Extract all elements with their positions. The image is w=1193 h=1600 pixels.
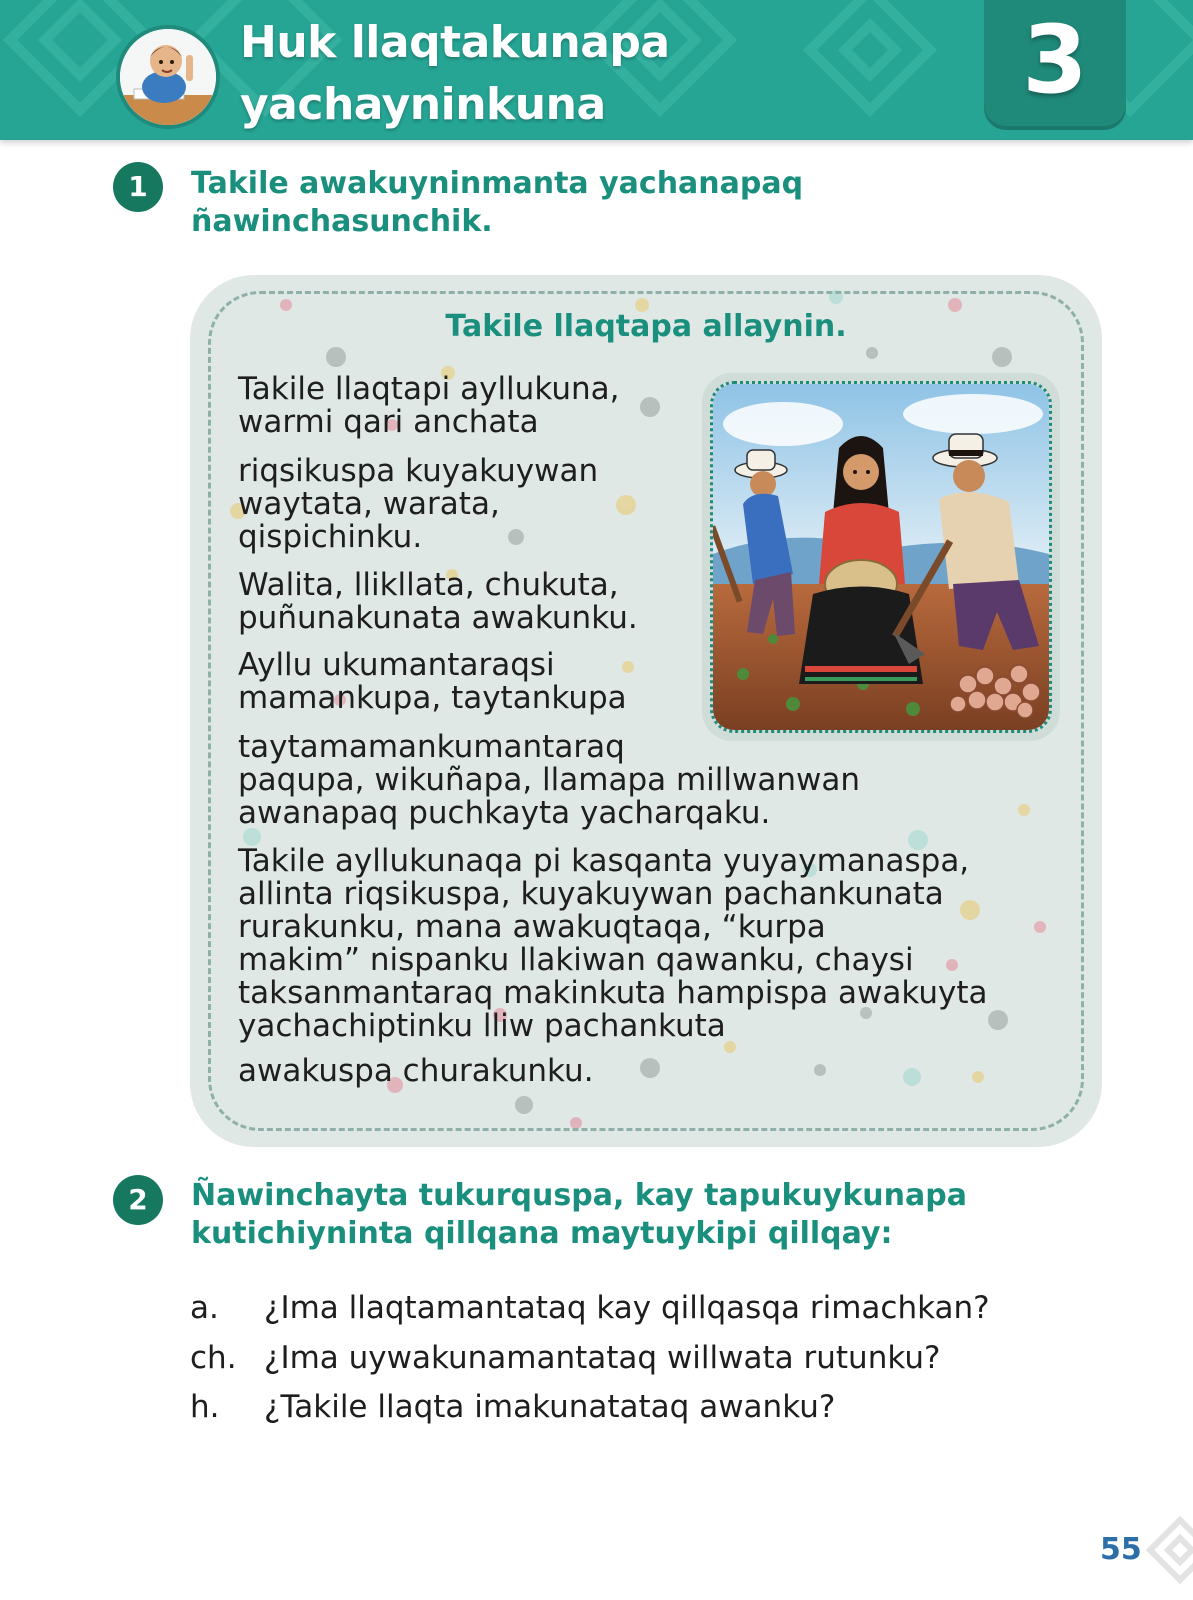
reading-line: awanapaq puchkayta yacharqaku. [238,795,771,831]
question-text: ¿Ima llaqtamantataq kay qillqasqa rimachkan? [264,1290,990,1326]
activity-1-instruction-line2: ñawinchasunchik. [191,204,493,239]
unit-number: 3 [1022,6,1088,115]
reading-line: Takile llaqtapi ayllukuna, [238,371,620,407]
question-letter: h. [190,1389,220,1425]
chapter-header [0,0,1193,140]
activity-number-1: 1 [113,162,163,212]
reading-line: Takile ayllukunaqa pi kasqanta yuyaymanaspa, [238,843,970,879]
activity-1-instruction [191,165,1091,241]
reading-line: riqsikuspa kuyakuywan [238,453,599,489]
reading-line: taytamamankumantaraq [238,729,625,765]
activity-2-instruction [191,1177,1091,1253]
reading-line: qispichinku. [238,519,423,555]
reading-line: mamankupa, taytankupa [238,680,627,716]
activity-1-instruction-line1: Takile awakuyninmanta yachanapaq [191,166,804,201]
reading-paragraph-7 [238,1055,594,1088]
reading-paragraph-4 [238,649,627,715]
reading-title: Takile llaqtapa allaynin. [445,309,847,344]
chapter-title-line1: Huk llaqtakunapa [240,17,670,68]
question-text: ¿Ima uywakunamantataq willwata rutunku? [264,1340,941,1376]
reading-line: puñunakunata awakunku. [238,600,638,636]
diamond-corner-icon [1140,1490,1193,1600]
illustration-frame [702,373,1060,741]
avatar [116,25,220,129]
question-letter: a. [190,1290,219,1326]
question-text: ¿Takile llaqta imakunatataq awanku? [264,1389,836,1425]
reading-line: rurakunku, mana awakuqtaqa, “kurpa [238,909,826,945]
reading-line: warmi qari anchata [238,404,539,440]
reading-line: waytata, warata, [238,486,500,522]
activity-2-instruction-line2: kutichiyninta qillqana maytuykipi qillqay: [191,1216,893,1251]
reading-line: makim” nispanku llakiwan qawanku, chaysi [238,942,914,978]
reading-paragraph-6 [238,845,988,1043]
reading-paragraph-3 [238,569,638,635]
child-reading-icon [120,29,216,125]
reading-line: taksanmantaraq makinkuta hampispa awakuyta [238,975,988,1011]
reading-card [190,275,1102,1147]
chapter-title [240,12,940,136]
reading-line: yachachiptinku lliw pachankuta [238,1008,726,1044]
activity-number-2: 2 [113,1175,163,1225]
reading-line: Walita, llikllata, chukuta, [238,567,619,603]
reading-line: Ayllu ukumantaraqsi [238,647,555,683]
illustration [710,381,1052,733]
unit-tab [984,0,1126,130]
reading-paragraph-1 [238,373,619,439]
activity-2-instruction-line1: Ñawinchayta tukurquspa, kay tapukuykunapa [191,1178,967,1213]
farmers-harvesting-potatoes-illustration [713,384,1049,730]
reading-line: awakuspa churakunku. [238,1053,594,1089]
question-letter: ch. [190,1340,237,1376]
chapter-title-line2: yachayninkuna [240,79,606,130]
reading-line: allinta riqsikuspa, kuyakuywan pachankunata [238,876,944,912]
reading-paragraph-5 [238,731,860,830]
reading-line: paqupa, wikuñapa, llamapa millwanwan [238,762,860,798]
page-number: 55 [1100,1532,1142,1567]
reading-paragraph-2 [238,455,598,554]
